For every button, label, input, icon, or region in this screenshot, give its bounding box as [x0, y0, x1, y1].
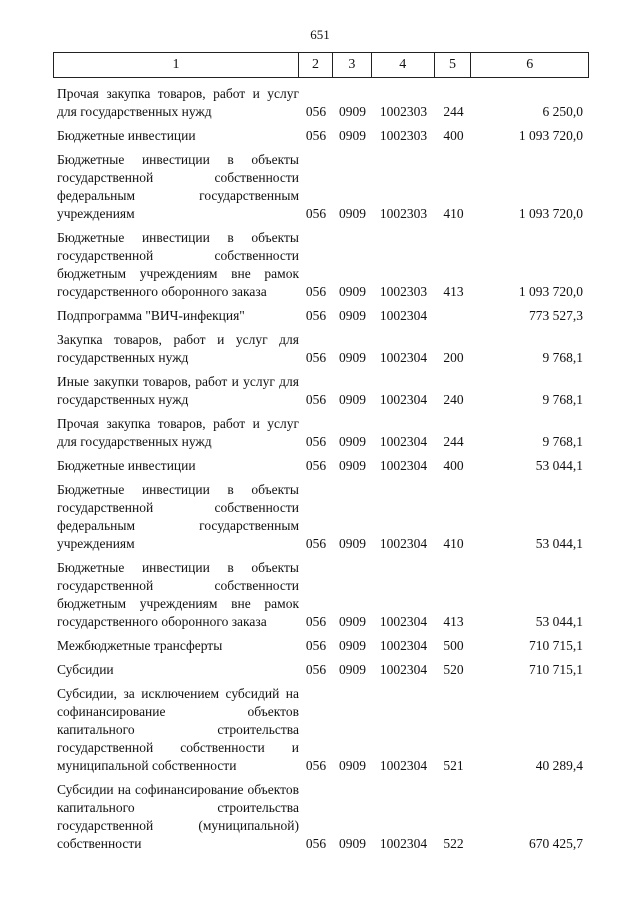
row-code-4: 1002304 [379, 836, 428, 851]
table-row [53, 85, 589, 121]
row-code-4: 1002304 [379, 434, 428, 449]
row-code-2: 056 [305, 434, 327, 449]
row-code-5: 400 [443, 458, 464, 473]
row-code-4: 1002303 [379, 284, 428, 299]
table-body [53, 79, 589, 853]
table-row [53, 331, 589, 367]
row-code-5: 240 [443, 392, 464, 407]
row-description: Бюджетные инвестиции [57, 128, 196, 143]
table-row [53, 229, 589, 301]
row-code-3: 0909 [339, 836, 366, 851]
row-code-5: 410 [443, 206, 464, 221]
row-code-5: 413 [443, 614, 464, 629]
row-description: Бюджетные инвестиции [57, 458, 196, 473]
row-code-3: 0909 [339, 536, 366, 551]
row-code-2: 056 [305, 284, 327, 299]
row-description: Подпрограмма "ВИЧ-инфекция" [57, 308, 245, 323]
row-code-4: 1002304 [379, 392, 428, 407]
row-code-2: 056 [305, 104, 327, 119]
row-code-3: 0909 [339, 206, 366, 221]
column-header-3: 3 [333, 53, 372, 77]
row-code-3: 0909 [339, 458, 366, 473]
row-amount: 53 044,1 [535, 458, 583, 473]
row-code-5: 520 [443, 662, 464, 677]
row-code-5: 522 [443, 836, 464, 851]
row-amount: 9 768,1 [542, 392, 583, 407]
table-row [53, 481, 589, 553]
table-row [53, 307, 589, 325]
row-code-5: 521 [443, 758, 464, 773]
row-code-2: 056 [305, 206, 327, 221]
row-code-3: 0909 [339, 392, 366, 407]
row-description: Межбюджетные трансферты [57, 638, 223, 653]
table-row [53, 661, 589, 679]
row-amount: 53 044,1 [535, 536, 583, 551]
row-code-4: 1002304 [379, 662, 428, 677]
row-code-4: 1002303 [379, 128, 428, 143]
column-header-4: 4 [372, 53, 435, 77]
row-amount: 1 093 720,0 [518, 284, 583, 299]
row-code-2: 056 [305, 836, 327, 851]
row-code-2: 056 [305, 614, 327, 629]
row-description: Бюджетные инвестиции в объекты государственной собственности бюджетным учреждениям вне рамок государственного оборонного заказа [57, 560, 299, 629]
row-code-5: 500 [443, 638, 464, 653]
row-amount: 9 768,1 [542, 434, 583, 449]
row-code-4: 1002303 [379, 104, 428, 119]
table-row [53, 457, 589, 475]
table-row [53, 781, 589, 853]
row-description: Субсидии на софинансирование объектов капитального строительства государственной (муниципальной) собственности [57, 782, 299, 851]
row-code-3: 0909 [339, 662, 366, 677]
row-amount: 670 425,7 [529, 836, 583, 851]
row-code-3: 0909 [339, 614, 366, 629]
row-code-3: 0909 [339, 638, 366, 653]
row-description: Субсидии, за исключением субсидий на софинансирование объектов капитального строительства государственной собственности и муниципальной собственности [57, 686, 299, 773]
row-code-2: 056 [305, 308, 327, 323]
row-code-5: 244 [443, 434, 464, 449]
row-code-2: 056 [305, 758, 327, 773]
row-description: Закупка товаров, работ и услуг для государственных нужд [57, 332, 299, 365]
row-code-3: 0909 [339, 758, 366, 773]
table-row [53, 373, 589, 409]
table-header [53, 52, 589, 78]
row-code-2: 056 [305, 458, 327, 473]
column-header-6: 6 [526, 57, 534, 72]
row-code-4: 1002303 [379, 206, 428, 221]
column-header-5: 5 [435, 53, 472, 77]
row-amount: 773 527,3 [529, 308, 583, 323]
table-row [53, 637, 589, 655]
row-code-2: 056 [305, 662, 327, 677]
row-code-5: 200 [443, 350, 464, 365]
row-code-2: 056 [305, 536, 327, 551]
table-row [53, 559, 589, 631]
column-header-2: 2 [299, 53, 333, 77]
row-code-3: 0909 [339, 308, 366, 323]
row-description: Бюджетные инвестиции в объекты государственной собственности федеральным государственным учреждениям [57, 152, 299, 221]
row-description: Прочая закупка товаров, работ и услуг для государственных нужд [57, 86, 299, 119]
row-code-2: 056 [305, 638, 327, 653]
row-code-4: 1002304 [379, 536, 428, 551]
column-header-1: 1 [54, 53, 299, 77]
row-amount: 710 715,1 [529, 662, 583, 677]
row-amount: 9 768,1 [542, 350, 583, 365]
row-description: Прочая закупка товаров, работ и услуг для государственных нужд [57, 416, 299, 449]
row-code-4: 1002304 [379, 350, 428, 365]
row-code-5: 410 [443, 536, 464, 551]
row-code-3: 0909 [339, 104, 366, 119]
row-code-5: 400 [443, 128, 464, 143]
row-code-3: 0909 [339, 350, 366, 365]
row-code-3: 0909 [339, 434, 366, 449]
row-amount: 40 289,4 [535, 758, 583, 773]
row-description: Субсидии [57, 662, 114, 677]
row-code-4: 1002304 [379, 458, 428, 473]
row-code-2: 056 [305, 350, 327, 365]
page-number: 651 [310, 27, 330, 42]
row-description: Иные закупки товаров, работ и услуг для государственных нужд [57, 374, 299, 407]
row-code-2: 056 [305, 392, 327, 407]
table-row [53, 127, 589, 145]
row-amount: 6 250,0 [542, 104, 583, 119]
row-code-4: 1002304 [379, 308, 428, 323]
row-code-5: 413 [443, 284, 464, 299]
table-row [53, 151, 589, 223]
row-amount: 1 093 720,0 [518, 128, 583, 143]
row-amount: 1 093 720,0 [518, 206, 583, 221]
row-code-3: 0909 [339, 128, 366, 143]
table-row [53, 685, 589, 775]
row-code-4: 1002304 [379, 614, 428, 629]
row-code-4: 1002304 [379, 638, 428, 653]
row-code-2: 056 [305, 128, 327, 143]
row-amount: 710 715,1 [529, 638, 583, 653]
row-description: Бюджетные инвестиции в объекты государственной собственности федеральным государственным учреждениям [57, 482, 299, 551]
row-amount: 53 044,1 [535, 614, 583, 629]
row-description: Бюджетные инвестиции в объекты государственной собственности бюджетным учреждениям вне рамок государственного оборонного заказа [57, 230, 299, 299]
row-code-3: 0909 [339, 284, 366, 299]
table-row [53, 415, 589, 451]
row-code-5: 244 [443, 104, 464, 119]
row-code-4: 1002304 [379, 758, 428, 773]
